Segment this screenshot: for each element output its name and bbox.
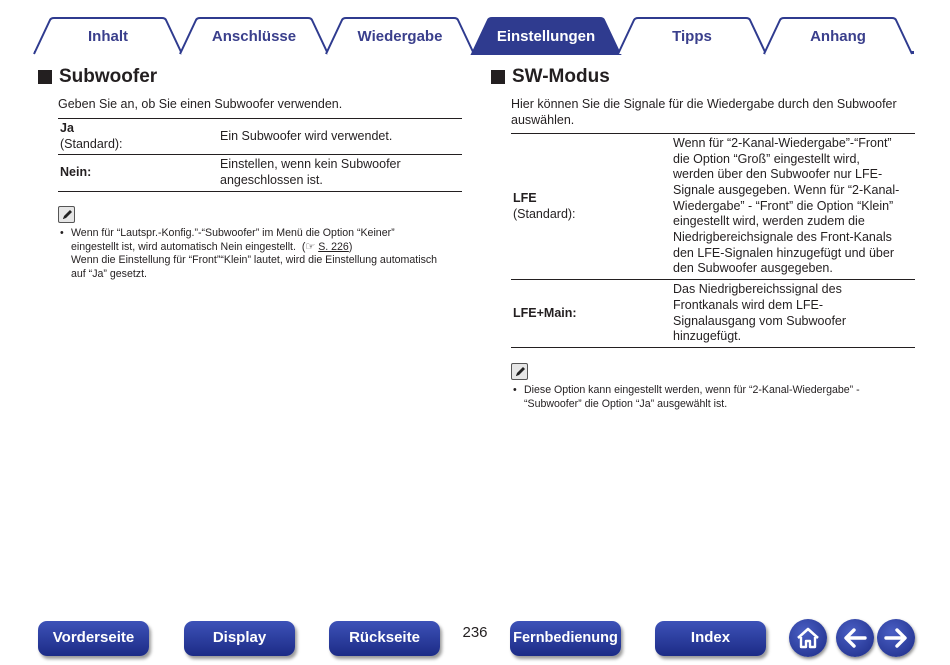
page-number: 236 xyxy=(462,624,488,641)
reference-hand-icon: ☞ xyxy=(305,240,316,253)
tab-anschluesse[interactable]: Anschlüsse xyxy=(180,18,328,54)
option-name-cell xyxy=(511,280,673,348)
option-table xyxy=(511,133,915,348)
tab-wiedergabe[interactable]: Wiedergabe xyxy=(326,18,474,54)
section-intro: Hier können Sie die Signale für die Wiedergabe durch den Subwoofer auswählen. xyxy=(511,97,897,127)
pencil-note-icon xyxy=(58,206,75,223)
chapter-tabs xyxy=(34,14,914,54)
page-reference-link[interactable]: S. 226 xyxy=(318,240,349,253)
note-item: • Diese Option kann eingestellt werden, wenn für “2-Kanal-Wiedergabe” - “Subwoofer” die Option “Ja” ausgewählt ist. xyxy=(513,384,913,411)
option-name-cell xyxy=(58,119,220,155)
tab-inhalt[interactable]: Inhalt xyxy=(34,18,182,54)
back-button[interactable] xyxy=(836,619,874,657)
table-row xyxy=(58,119,462,155)
heading-square-icon xyxy=(38,70,52,84)
tab-anhang[interactable]: Anhang xyxy=(764,18,912,54)
table-row xyxy=(58,155,462,192)
index-button[interactable]: Index xyxy=(655,621,766,656)
table-row xyxy=(511,280,915,348)
pencil-note-icon xyxy=(511,363,528,380)
forward-button[interactable] xyxy=(877,619,915,657)
section-heading xyxy=(491,66,915,88)
tab-einstellungen[interactable]: Einstellungen xyxy=(472,18,620,54)
section-intro: Geben Sie an, ob Sie einen Subwoofer verwenden. xyxy=(58,97,343,111)
option-name-cell xyxy=(511,134,673,280)
note-list xyxy=(60,227,460,281)
table-row xyxy=(511,134,915,280)
rueckseite-button[interactable]: Rückseite xyxy=(329,621,440,656)
option-name-cell xyxy=(58,155,220,192)
option-description: Wenn für “2-Kanal-Wiedergabe”-“Front” die Option “Groß” eingestellt wird, werden über den Subwoofer nur LFE- Signale ausgegeben. Wenn für “2-Kanal- Wiedergabe” - “Front” die Option “Klein” eingestellt wird, werden zudem die Niedrigbereichsignale des Front-Kanals den LFE-Signalen hinzugefügt und über den Subwoofer ausgegeben. xyxy=(673,134,915,280)
subwoofer-section xyxy=(38,66,462,281)
note-list xyxy=(513,384,913,411)
arrow-right-icon xyxy=(877,619,915,657)
fernbedienung-button[interactable]: Fernbedienung xyxy=(510,621,621,656)
section-heading xyxy=(38,66,462,88)
option-default-label: (Standard): xyxy=(513,206,576,221)
option-table xyxy=(58,118,462,192)
note-item: • Wenn für “Lautspr.-Konfig.”-“Subwoofer” im Menü die Option “Keiner” eingestellt ist, wird automatisch Nein eingestellt. (☞ S. 226) Wenn die Einstellung für “Front”“Klein” lautet, wird die Einstellung automatisch auf “Ja” gesetzt. xyxy=(60,227,460,281)
section-title: SW-Modus xyxy=(512,66,610,87)
home-icon xyxy=(789,619,827,657)
arrow-left-icon xyxy=(836,619,874,657)
option-description: Ein Subwoofer wird verwendet. xyxy=(220,119,462,155)
display-button[interactable]: Display xyxy=(184,621,295,656)
option-description: Einstellen, wenn kein Subwoofer angeschlossen ist. xyxy=(220,155,462,192)
home-button[interactable] xyxy=(789,619,827,657)
sw-modus-section xyxy=(491,66,915,411)
option-default-label: (Standard): xyxy=(60,136,123,151)
heading-square-icon xyxy=(491,70,505,84)
option-description: Das Niedrigbereichssignal des Frontkanals wird dem LFE- Signalausgang vom Subwoofer hinzugefügt. xyxy=(673,280,915,348)
option-name: LFE+Main: xyxy=(513,305,577,320)
option-name: Ja xyxy=(60,120,74,135)
tab-tipps[interactable]: Tipps xyxy=(618,18,766,54)
section-title: Subwoofer xyxy=(59,66,158,87)
vorderseite-button[interactable]: Vorderseite xyxy=(38,621,149,656)
option-name: LFE xyxy=(513,190,537,205)
option-name: Nein: xyxy=(60,165,92,180)
